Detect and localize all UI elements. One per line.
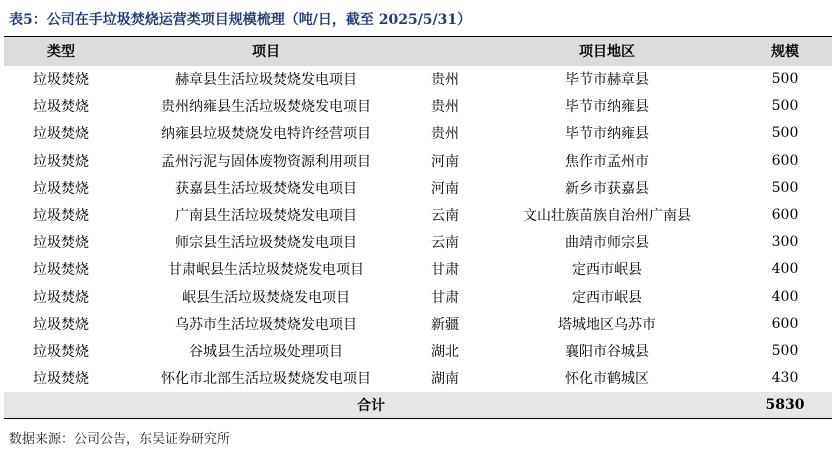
cell-type: 垃圾焚烧 — [33, 343, 89, 360]
header-province — [414, 37, 476, 66]
cell-location: 文山壮族苗族自治州广南县 — [523, 208, 691, 225]
cell-project: 乌苏市生活垃圾焚烧发电项目 — [175, 316, 357, 333]
table-row — [4, 201, 832, 228]
cell-type: 垃圾焚烧 — [33, 208, 89, 225]
cell-location: 怀化市鹤城区 — [565, 371, 649, 388]
cell-type: 垃圾焚烧 — [33, 371, 89, 388]
cell-scale: 500 — [771, 125, 799, 142]
table-row — [4, 120, 832, 147]
table-row — [4, 66, 832, 93]
cell-scale: 600 — [771, 207, 799, 224]
cell-project: 广南县生活垃圾焚烧发电项目 — [175, 208, 357, 225]
cell-type: 垃圾焚烧 — [33, 72, 89, 89]
table-row — [4, 174, 832, 201]
cell-scale: 500 — [771, 71, 799, 88]
cell-project: 贵州纳雍县生活垃圾焚烧发电项目 — [161, 99, 371, 116]
total-row — [4, 392, 832, 419]
cell-province: 甘肃 — [431, 262, 459, 279]
table-row — [4, 147, 832, 174]
cell-location: 定西市岷县 — [572, 289, 642, 306]
cell-type: 垃圾焚烧 — [33, 153, 89, 170]
cell-project: 孟州污泥与固体废物资源利用项目 — [161, 153, 371, 170]
projects-table — [4, 36, 832, 419]
cell-type: 垃圾焚烧 — [33, 316, 89, 333]
table-body — [4, 66, 832, 419]
cell-project: 谷城县生活垃圾处理项目 — [189, 343, 343, 360]
cell-province: 河南 — [431, 153, 459, 170]
cell-province: 云南 — [431, 208, 459, 225]
cell-scale: 400 — [771, 288, 799, 305]
table-header-row — [4, 37, 832, 66]
header-location: 项目地区 — [579, 44, 635, 61]
cell-type: 垃圾焚烧 — [33, 289, 89, 306]
table-row — [4, 310, 832, 337]
total-value: 5830 — [765, 397, 805, 413]
cell-location: 毕节市纳雍县 — [565, 99, 649, 116]
cell-scale: 400 — [771, 261, 799, 278]
cell-project: 赫章县生活垃圾焚烧发电项目 — [175, 72, 357, 89]
cell-scale: 430 — [771, 370, 799, 387]
cell-location: 焦作市孟州市 — [565, 153, 649, 170]
cell-province: 甘肃 — [431, 289, 459, 306]
cell-province: 贵州 — [431, 126, 459, 143]
table-row — [4, 229, 832, 256]
cell-province: 贵州 — [431, 72, 459, 89]
cell-project: 获嘉县生活垃圾焚烧发电项目 — [175, 180, 357, 197]
cell-scale: 500 — [771, 179, 799, 196]
cell-scale: 500 — [771, 342, 799, 359]
cell-location: 定西市岷县 — [572, 262, 642, 279]
cell-project: 岷县生活垃圾焚烧发电项目 — [182, 289, 350, 306]
cell-type: 垃圾焚烧 — [33, 180, 89, 197]
cell-location: 新乡市获嘉县 — [565, 180, 649, 197]
cell-project: 纳雍县垃圾焚烧发电特许经营项目 — [161, 126, 371, 143]
cell-province: 新疆 — [431, 316, 459, 333]
cell-project: 甘肃岷县生活垃圾焚烧发电项目 — [168, 262, 364, 279]
cell-location: 曲靖市师宗县 — [565, 235, 649, 252]
table-row — [4, 93, 832, 120]
table-title: 表5：公司在手垃圾焚烧运营类项目规模梳理（吨/日，截至 2025/5/31） — [9, 12, 472, 28]
cell-location: 塔城地区乌苏市 — [558, 316, 656, 333]
source-note: 数据来源：公司公告，东吴证券研究所 — [9, 432, 231, 447]
cell-scale: 300 — [771, 234, 799, 251]
cell-location: 毕节市赫章县 — [565, 72, 649, 89]
table-row — [4, 256, 832, 283]
table-row — [4, 283, 832, 310]
total-label: 合计 — [357, 398, 385, 414]
header-type: 类型 — [47, 44, 75, 61]
cell-province: 湖北 — [431, 343, 459, 360]
header-scale: 规模 — [771, 44, 799, 61]
cell-scale: 500 — [771, 98, 799, 115]
cell-type: 垃圾焚烧 — [33, 262, 89, 279]
cell-type: 垃圾焚烧 — [33, 235, 89, 252]
cell-project: 师宗县生活垃圾焚烧发电项目 — [175, 235, 357, 252]
cell-project: 怀化市北部生活垃圾焚烧发电项目 — [161, 371, 371, 388]
cell-location: 襄阳市谷城县 — [565, 343, 649, 360]
cell-type: 垃圾焚烧 — [33, 126, 89, 143]
cell-scale: 600 — [771, 152, 799, 169]
table-row — [4, 337, 832, 364]
cell-province: 湖南 — [431, 371, 459, 388]
cell-province: 贵州 — [431, 99, 459, 116]
cell-scale: 600 — [771, 315, 799, 332]
header-project: 项目 — [252, 44, 280, 61]
cell-province: 云南 — [431, 235, 459, 252]
cell-location: 毕节市纳雍县 — [565, 126, 649, 143]
table-row — [4, 365, 832, 392]
cell-province: 河南 — [431, 180, 459, 197]
cell-type: 垃圾焚烧 — [33, 99, 89, 116]
